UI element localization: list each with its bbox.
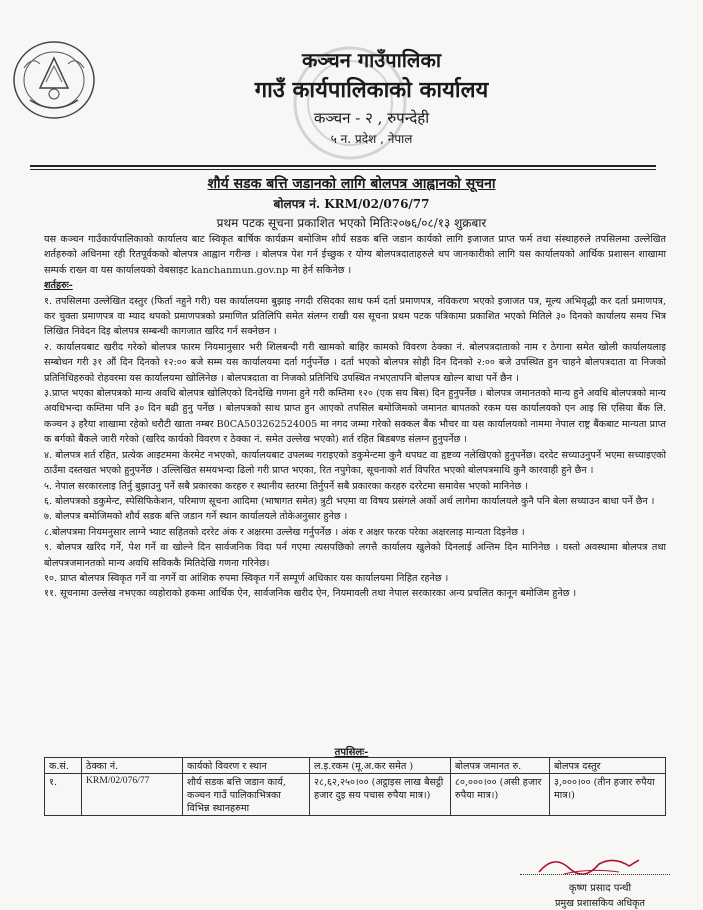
term-item: ९. बोलपत्र खरिद गर्ने, पेश गर्ने वा खोल्ने दिन सार्वजनिक विदा पर्न गएमा त्यसपछिको लगत्तै कार्यालय खुलेको दिनलाई अन्तिम दिन मानिनेछ । यस्तो अवस्थामा बोलपत्र तथा बोलपत्रजमानतको मान्य अवधि सविककै मितिदेखि गणना गरिनेछ। (44, 542, 666, 569)
term-item: ७. बोलपत्र बमोजिमको शौर्य सडक बत्ति जडान गर्ने स्थान कार्यालयले तोकेअनुसार हुनेछ । (44, 511, 348, 523)
signature-mark (534, 850, 644, 880)
term-item: १०. प्राप्त बोलपत्र स्विकृत गर्ने वा नगर्ने वा आंशिक रुपमा स्विकृत गर्ने सम्पूर्ण अधिकार यस कार्यालयमा निहित रहनेछ । (44, 572, 449, 584)
column-header: ल.इ.रकम (मू.अ.कर समेत ) (310, 758, 451, 774)
term-item: ५. नेपाल सरकारलाइ तिर्नु बुझाउनु पर्ने सबै प्रकारका करहरु र स्थानीय स्तरमा तिर्नुपर्ने सबै प्रकारका करहरु दररेटमा समावेस भएको मानिनेछ । (44, 480, 528, 492)
term-item: ६. बोलपत्रको डकुमेन्ट, स्पेसिफिकेशन, परिमाण सूचना आदिमा (भाषागत समेत) त्रुटी भएमा वा विषय प्रसंगले अर्को अर्थ लागेमा कार्यालयले कुनै पनि बेला सच्याउन बाधा पर्ने छैन । (44, 495, 655, 507)
header-divider (30, 165, 656, 167)
term-item: ११. सूचनामा उल्लेख नभएका व्यहोराको हकमा आर्थिक ऐन, सार्वजनिक खरीद ऐन, नियमावली तथा नेपाल सरकारका अन्य प्रचलित कानून बमोजिम हुनेछ । (44, 588, 577, 600)
table-header-row (45, 758, 666, 774)
term-item: ८.बोलपत्रमा नियमनुसार लाग्ने भ्याट सहितको दररेट अंक र अक्षरमा उल्लेख गर्नुपर्नेछ । अंक र अक्षर फरक परेका अक्षरलाइ मान्यता दिइनेछ । (44, 526, 525, 538)
column-header: बोलपत्र जमानत रु. (451, 758, 550, 774)
signature-line (520, 874, 670, 875)
notice-title: शौर्य सडक बत्ति जडानको लागि बोलपत्र आह्वानको सूचना (207, 176, 496, 192)
terms-heading: शर्तहरुः- (44, 280, 73, 292)
table-cell: ८०,०००।०० (असी हजार रुपैया मात्र।) (451, 774, 550, 816)
column-header: क.सं. (45, 758, 82, 774)
intro-paragraph: यस कञ्चन गाउँकार्यपालिकाको कार्यालय बाट स्विकृत बार्षिक कार्यक्रम बमोजिम शौर्य सडक बत्ति जडान कार्यको लागि इजाजत प्राप्त फर्म तथा संस्थाहरुले तपसिलमा उल्लेखित शर्तहरुको अधिनमा रही रितपूर्वकको बोलपत्र आह्वान गरीन्छ । बोलपत्र पेश गर्न ईच्छुक र योग्य बोलपत्रदाताहरुले थप जानकारीको लागि यस कार्यालयको आर्थिक प्रशासन शाखामा सम्पर्क राख्न वा यस कार्यालयको वेबसाइट kanchanmun.gov.np मा हेर्न सकिनेछ । (44, 234, 666, 276)
table-cell: शौर्य सडक बत्ति जडान कार्य, कञ्चन गाउँ पालिकाभित्रका विभिन्न स्थानहरुमा (183, 774, 310, 816)
office-name: गाउँ कार्यपालिकाको कार्यालय (254, 77, 489, 103)
column-header: बोलपत्र दस्तुर (550, 758, 666, 774)
tender-ref-number: बोलपत्र नं. KRM/02/076/77 (273, 197, 430, 211)
term-item: १. तपसिलमा उल्लेखित दस्तुर (फिर्ता नहुने गरी) यस कार्यालयमा बुझाइ नगदी रसिदका साथ फर्म दर्ता प्रमाणपत्र, नविकरण भएको इजाजत पत्र, मूल्य अभिवृद्धी कर दर्ता प्रमाणपत्र, कर चुक्ता प्रमाणपत्र वा म्याद थपको प्रमाणपत्रको प्रमाणित प्रतिलिपि समेत संलग्न राखी यस सूचना प्रथम पटक पत्रिकामा प्रकाशित भएको मितिले ३० दिनको कार्यालय समय भित्र लिखित निवेदन दिइ बोलपत्र सम्बन्धी कागजात खरिद गर्न सक्नेछन । (44, 295, 666, 338)
province-line: ५ न. प्रदेश , नेपाल (330, 132, 413, 146)
column-header: ठेक्का नं. (82, 758, 183, 774)
notice-body (44, 232, 666, 602)
table-row (45, 774, 666, 816)
term-item: ४. बोलपत्र शर्त रहित, प्रत्येक आइटममा केरमेट नभएको, कार्यालयबाट उपलब्ध गराइएको डकुमेन्टमा कुनै थपघट वा हृष्टव्य नलेखिएको हुनुपर्नेछ। दरदेट सच्याउनुपर्ने भएमा सच्याइएको ठाउँमा दस्तखत भएको हुनुपर्नेछ । उल्लिखित समयभन्दा ढिलो गरी प्राप्त भएका, रित नपुगेका, सूचनाको शर्त विपरित भएको बोलपत्रमाथि कुनै कारवाही हुने छैन । (44, 449, 666, 477)
schedule-title: तपसिलः- (334, 747, 369, 758)
table-cell: १. (45, 774, 82, 816)
header-divider-thin (30, 169, 656, 170)
table-cell: २८,६२,२५०।०० (अट्ठाइस लाख बैसट्ठी हजार दुइ सय पचास रुपैया मात्र।) (310, 774, 451, 816)
table-cell: ३,०००।०० (तीन हजार रुपैया मात्र।) (550, 774, 666, 816)
table-cell: KRM/02/076/77 (82, 774, 183, 816)
signatory-role: प्रमुख प्रशासकिय अधिकृत (554, 898, 646, 909)
publication-date: प्रथम पटक सूचना प्रकाशित भएको मितिः२०७६/०८/१३ शुक्रबार (216, 216, 487, 230)
schedule-table (44, 757, 666, 816)
term-item: ३.प्राप्त भएका बोलपत्रको मान्य अवधि बोलपत्र खोलिएको दिनदेखि गणना हुने गरी कम्तिमा १२० (एक सय बिस) दिन हुनुपर्नेछ । बोलपत्र जमानतको मान्य हुने अवधि बोलपत्रको मान्य अवधिभन्दा कम्तिमा पनि ३० दिन बढी हुनु पर्नेछ । बोलपत्रको साथ प्राप्त हुन आएको तपसिल बमोजिमको जमानत बापतको रकम यस कार्यालयको एन आइ सि एसिया बैंक लि. कञ्चन ३ हरैया शाखामा रहेको धरौटी खाता नम्बर B0CA503262524005 मा नगद जम्मा गरेको सक्कल बैंक भौचर वा यस कार्यालयको नाममा नेपाल राष्ट्र बैंकबाट मान्यता प्राप्त क बर्गको बैंकले जारी गरेको (खरिद कार्यको विवरण र ठेक्का नं. समेत उल्लेख भएको) शर्त रहित बिडबण्ड संलग्न हुनुपर्नेछ । (44, 388, 666, 446)
office-address: कञ्चन - २ , रुपन्देही (313, 109, 430, 127)
signatory-name: कृष्ण प्रसाद पन्थी (568, 883, 632, 894)
municipality-name: कञ्चन गाउँपालिका (301, 48, 442, 72)
term-item: २. कार्यालयबाट खरीद गरेको बोलपत्र फारम नियमानुसार भरी शिलबन्दी गरी खामको बाहिर कामको विवरण ठेक्का नं. बोलपत्रदाताको नाम र ठेगाना समेत खोली कार्यालयलाइ सम्बोधन गरी ३१ औं दिन दिनको १२:०० बजे सम्म यस कार्यालयमा दर्ता गर्नुपर्नेछ । दर्ता भएको बोलपत्र सोही दिन दिनको २:०० बजे उपस्थित हुन चाहने बोलपत्रदाता वा निजको प्रतिनिधिहरुको रोहवरमा यस कार्यालयमा खोलिनेछ । बोलपत्रदाता वा निजको प्रतिनिधि उपस्थित नभएतापनि बोलपत्र खोल्न बाधा पर्ने छैन । (44, 341, 666, 384)
column-header: कार्यको विवरण र स्थान (183, 758, 310, 774)
